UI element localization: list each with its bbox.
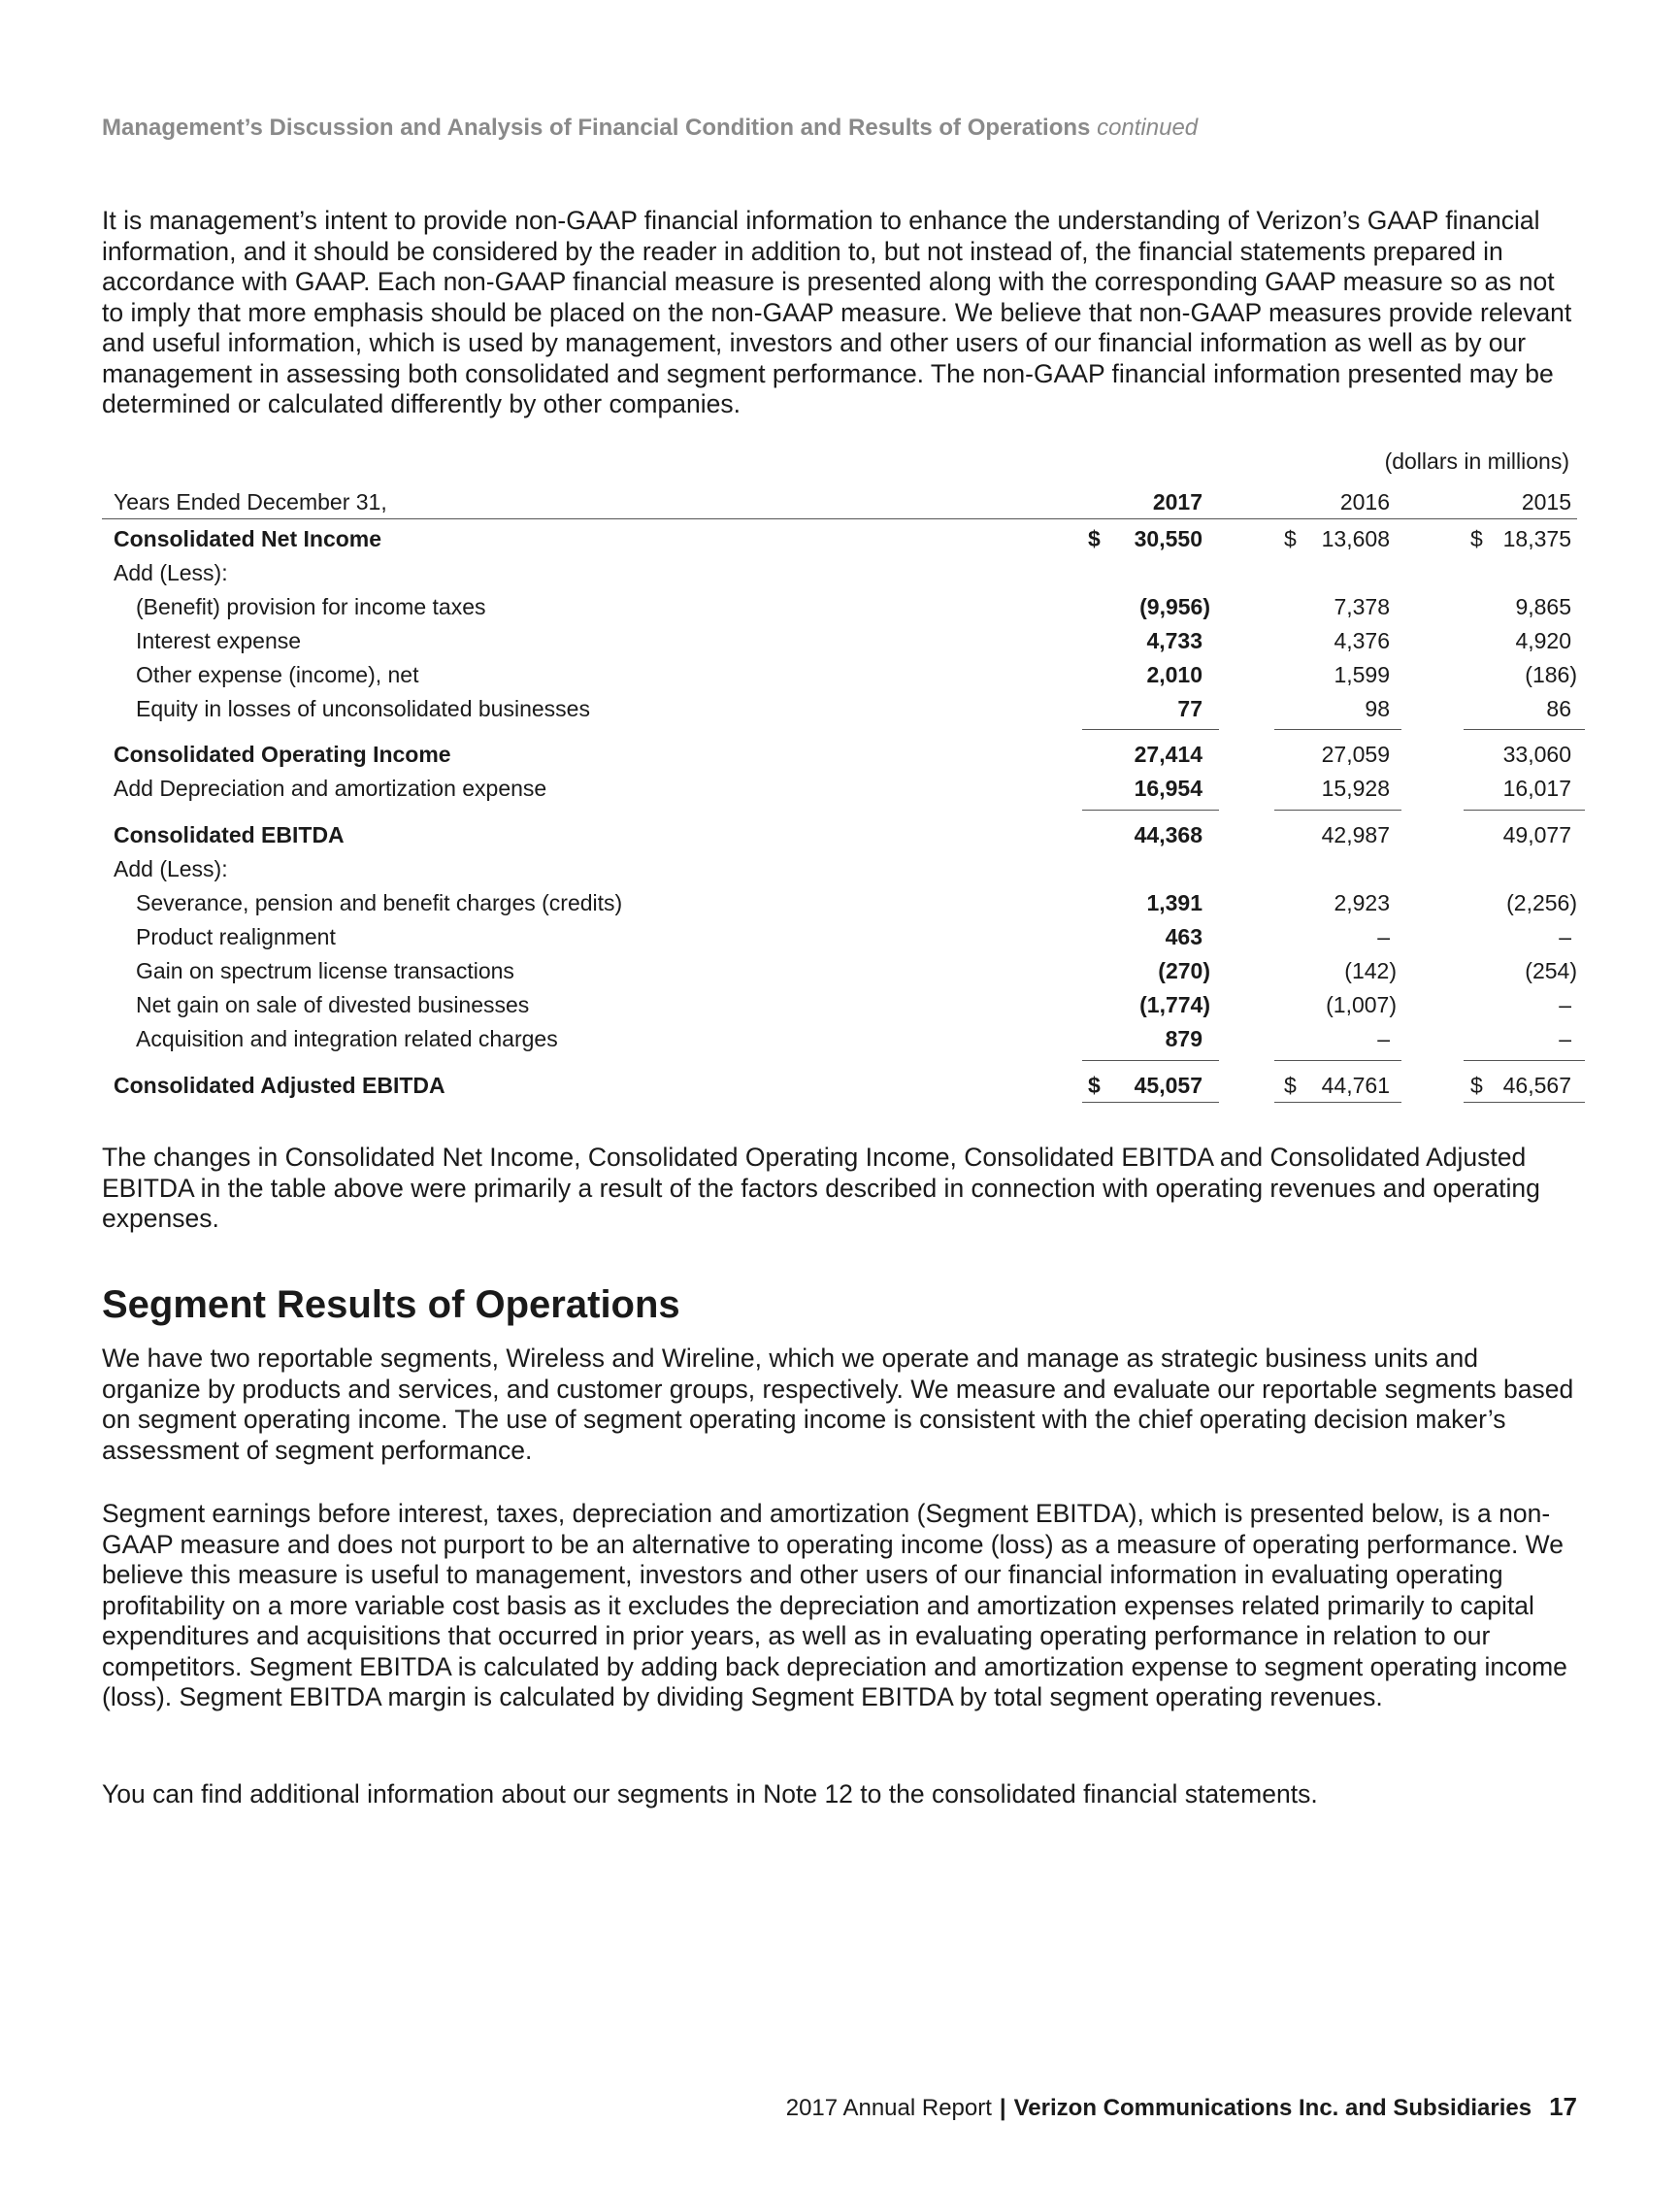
row-label: Add Depreciation and amortization expense bbox=[114, 776, 547, 801]
value-2016: – bbox=[1377, 924, 1390, 949]
value-2016: 98 bbox=[1365, 696, 1390, 721]
table-header bbox=[102, 481, 1577, 519]
table-row bbox=[102, 776, 1577, 810]
value-2016: 2,923 bbox=[1334, 890, 1390, 915]
row-label: Interest expense bbox=[136, 628, 302, 653]
subtotal-rule bbox=[1464, 810, 1585, 811]
value-2015: – bbox=[1559, 992, 1571, 1017]
intro-paragraph: It is management’s intent to provide non-GAAP financial information to enhance the understanding of Verizon’s GAAP financial information, and it should be considered by the reader in addition to, but not instead of, the financial statements prepared in accordance with GAAP. Each non-GAAP financial measure is presented along with the corresponding GAAP measure so as not to imply that more emphasis should be placed on the non-GAAP measure. We believe that non-GAAP measures provide relevant and useful information, which is used by management, investors and other users of our financial information as well as by our management in assessing both consolidated and segment performance. The non-GAAP financial information presented may be determined or calculated differently by other companies. bbox=[102, 206, 1572, 418]
subtotal-rule bbox=[1464, 729, 1585, 730]
value-2015: – bbox=[1559, 924, 1571, 949]
dollar-sign: $ bbox=[1284, 526, 1297, 551]
footer-report: 2017 Annual Report bbox=[785, 2095, 992, 2121]
row-label: Consolidated Adjusted EBITDA bbox=[114, 1073, 445, 1098]
segment-paragraph-3: You can find additional information about our segments in Note 12 to the consolidated financial statements. bbox=[102, 1779, 1318, 1808]
row-label: Consolidated EBITDA bbox=[114, 822, 345, 847]
segment-paragraph-1: We have two reportable segments, Wireless and Wireline, which we operate and manage as strategic business units and organize by products and services, and customer groups, respectively. We measure and evaluate our reportable segments based on segment operating income. The use of segment operating income is consistent with the chief operating decision maker’s assessment of segment performance. bbox=[102, 1344, 1574, 1465]
header-label: Years Ended December 31, bbox=[114, 489, 387, 514]
value-2016: – bbox=[1377, 1026, 1390, 1051]
value-2015: (254) bbox=[1525, 958, 1577, 983]
header-2015: 2015 bbox=[1521, 489, 1571, 514]
table-row bbox=[102, 526, 1577, 560]
value-2016: 15,928 bbox=[1321, 776, 1390, 801]
dollar-sign: $ bbox=[1284, 1073, 1297, 1098]
row-label: Product realignment bbox=[136, 924, 336, 949]
row-label: Add (Less): bbox=[114, 560, 228, 585]
row-label: Add (Less): bbox=[114, 856, 228, 881]
value-2015: 16,017 bbox=[1502, 776, 1571, 801]
table-row bbox=[102, 924, 1577, 958]
subtotal-rule bbox=[1274, 729, 1401, 730]
value-2016: 7,378 bbox=[1334, 594, 1390, 619]
running-header-title: Management’s Discussion and Analysis of Financial Condition and Results of Operations bbox=[102, 115, 1091, 141]
value-2017: (9,956) bbox=[1139, 594, 1210, 619]
header-2017: 2017 bbox=[1152, 489, 1202, 514]
value-2017: 27,414 bbox=[1134, 742, 1202, 767]
value-2015: 49,077 bbox=[1502, 822, 1571, 847]
table-row bbox=[102, 628, 1577, 662]
section-heading: Segment Results of Operations bbox=[102, 1283, 680, 1326]
table-row bbox=[102, 856, 1577, 890]
value-2016: 4,376 bbox=[1334, 628, 1390, 653]
dollar-sign: $ bbox=[1470, 1073, 1483, 1098]
value-2016: 44,761 bbox=[1321, 1073, 1390, 1098]
row-label: Equity in losses of unconsolidated businesses bbox=[136, 696, 590, 721]
value-2017: 45,057 bbox=[1134, 1073, 1202, 1098]
table-row bbox=[102, 1026, 1577, 1060]
footer-company: Verizon Communications Inc. and Subsidiaries bbox=[1013, 2095, 1532, 2121]
value-2015: 86 bbox=[1546, 696, 1571, 721]
value-2017: (270) bbox=[1158, 958, 1210, 983]
table-row bbox=[102, 742, 1577, 776]
row-label: Acquisition and integration related charges bbox=[136, 1026, 558, 1051]
value-2016: 42,987 bbox=[1321, 822, 1390, 847]
subtotal-rule bbox=[1274, 1060, 1401, 1061]
segment-paragraph-2: Segment earnings before interest, taxes, depreciation and amortization (Segment EBITDA), which is presented below, is a non-GAAP measure and does not purport to be an alternative to operating income (loss) as a measure of operating performance. We believe this measure is useful to management, investors and other users of our financial information in evaluating operating profitability on a more variable cost basis as it excludes the depreciation and amortization expenses related primarily to capital expenditures and acquisitions that occurred in prior years, as well as in evaluating operating performance in relation to our competitors. Segment EBITDA is calculated by adding back depreciation and amortization expense to segment operating income (loss). Segment EBITDA margin is calculated by dividing Segment EBITDA by total segment operating revenues. bbox=[102, 1499, 1567, 1711]
value-2015: (186) bbox=[1525, 662, 1577, 687]
value-2015: 33,060 bbox=[1502, 742, 1571, 767]
dollar-sign: $ bbox=[1088, 1073, 1101, 1098]
subtotal-rule bbox=[1082, 1060, 1219, 1061]
subtotal-rule bbox=[1274, 810, 1401, 811]
dollar-sign: $ bbox=[1470, 526, 1483, 551]
row-label: Gain on spectrum license transactions bbox=[136, 958, 514, 983]
value-2017: 2,010 bbox=[1146, 662, 1202, 687]
value-2015: 18,375 bbox=[1502, 526, 1571, 551]
table-row bbox=[102, 560, 1577, 594]
header-2016: 2016 bbox=[1339, 489, 1390, 514]
row-label: Consolidated Net Income bbox=[114, 526, 382, 551]
page-number: 17 bbox=[1549, 2092, 1577, 2121]
row-label: Net gain on sale of divested businesses bbox=[136, 992, 530, 1017]
dollar-sign: $ bbox=[1088, 526, 1101, 551]
value-2015: (2,256) bbox=[1506, 890, 1577, 915]
value-2016: 27,059 bbox=[1321, 742, 1390, 767]
total-rule bbox=[1464, 1102, 1585, 1103]
value-2017: 4,733 bbox=[1146, 628, 1202, 653]
value-2015: – bbox=[1559, 1026, 1571, 1051]
page-footer bbox=[786, 2092, 1577, 2122]
total-rule bbox=[1274, 1102, 1401, 1103]
value-2017: 879 bbox=[1165, 1026, 1202, 1051]
value-2016: 13,608 bbox=[1321, 526, 1390, 551]
value-2015: 4,920 bbox=[1515, 628, 1571, 653]
value-2017: 77 bbox=[1177, 696, 1202, 721]
row-label: Consolidated Operating Income bbox=[114, 742, 451, 767]
row-label: Other expense (income), net bbox=[136, 662, 419, 687]
subtotal-rule bbox=[1082, 729, 1219, 730]
running-header bbox=[102, 115, 1198, 142]
subtotal-rule bbox=[1082, 810, 1219, 811]
table-row bbox=[102, 890, 1577, 924]
table-units: (dollars in millions) bbox=[1384, 448, 1569, 474]
value-2017: 1,391 bbox=[1146, 890, 1202, 915]
value-2017: (1,774) bbox=[1139, 992, 1210, 1017]
running-header-continued: continued bbox=[1097, 115, 1199, 141]
value-2017: 463 bbox=[1165, 924, 1202, 949]
value-2015: 9,865 bbox=[1515, 594, 1571, 619]
subtotal-rule bbox=[1464, 1060, 1585, 1061]
total-rule bbox=[1082, 1102, 1219, 1103]
table-row bbox=[102, 662, 1577, 696]
value-2017: 44,368 bbox=[1134, 822, 1202, 847]
table-row bbox=[102, 958, 1577, 992]
value-2016: (142) bbox=[1344, 958, 1397, 983]
row-label: (Benefit) provision for income taxes bbox=[136, 594, 486, 619]
value-2017: 30,550 bbox=[1134, 526, 1202, 551]
value-2016: (1,007) bbox=[1326, 992, 1397, 1017]
table-row bbox=[102, 822, 1577, 856]
value-2017: 16,954 bbox=[1134, 776, 1202, 801]
value-2016: 1,599 bbox=[1334, 662, 1390, 687]
value-2015: 46,567 bbox=[1502, 1073, 1571, 1098]
row-label: Severance, pension and benefit charges (credits) bbox=[136, 890, 623, 915]
changes-paragraph: The changes in Consolidated Net Income, Consolidated Operating Income, Consolidated EBITDA and Consolidated Adjusted EBITDA in the table above were primarily a result of the factors described in connection with operating revenues and operating expenses. bbox=[102, 1143, 1540, 1233]
footer-separator: | bbox=[999, 2095, 1006, 2121]
table-row bbox=[102, 696, 1577, 730]
table-row bbox=[102, 992, 1577, 1026]
table-row bbox=[102, 594, 1577, 628]
